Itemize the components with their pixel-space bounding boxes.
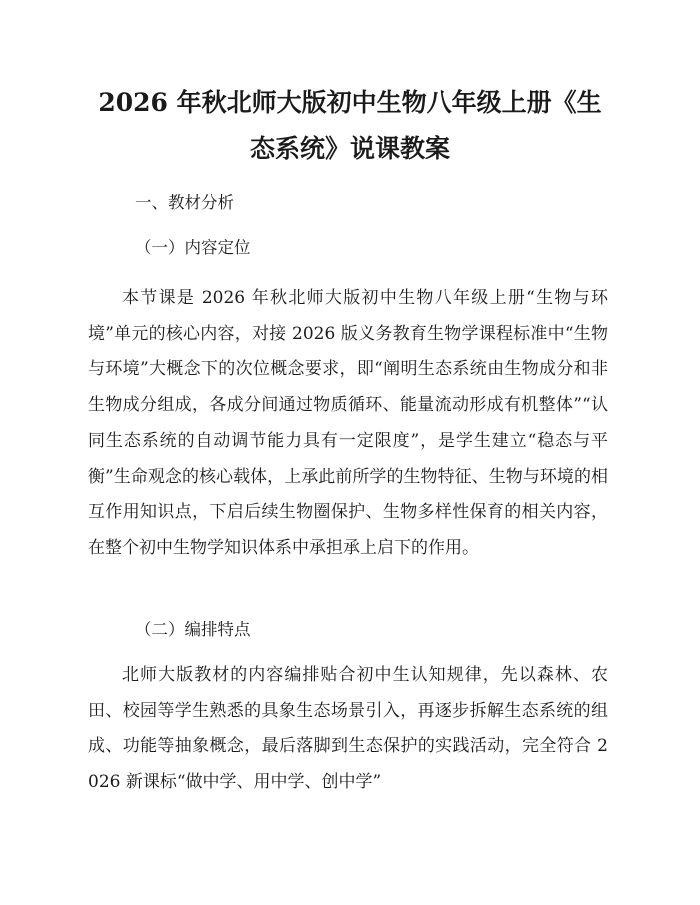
document-title-line-1: 2026 年秋北师大版初中生物八年级上册《生: [98, 88, 602, 117]
paragraph-arrangement-features: 北师大版教材的内容编排贴合初中生认知规律，先以森林、农田、校园等学生熟悉的具象生态场景引入，再逐步拆解生态系统的组成、功能等抽象概念，最后落脚到生态保护的实践活动，完全符合 2026 新课标“做中学、用中学、创中学”: [88, 665, 608, 793]
subsection-heading-content-positioning: （一）内容定位: [135, 238, 251, 257]
paragraph-content-positioning: 本节课是 2026 年秋北师大版初中生物八年级上册“生物与环境”单元的核心内容，对接 2026 版义务教育生物学课程标准中“生物与环境”大概念下的次位概念要求，即“阐明生态系统由生物成分和非生物成分组成，各成分间通过物质循环、能量流动形成有机整体”“认同生态系统的自动调节能力具有一定限度”，是学生建立“稳态与平衡”生命观念的核心载体，上承此前所学的生物特征、生物与环境的相互作用知识点，下启后续生物圈保护、生物多样性保育的相关内容，在整个初中生物学知识体系中承担承上启下的作用。: [88, 288, 608, 558]
section-heading-teaching-material-analysis: 一、教材分析: [135, 193, 234, 212]
subsection-heading-arrangement-features: （二）编排特点: [135, 620, 251, 639]
document-title-line-2: 态系统》说课教案: [249, 134, 450, 163]
